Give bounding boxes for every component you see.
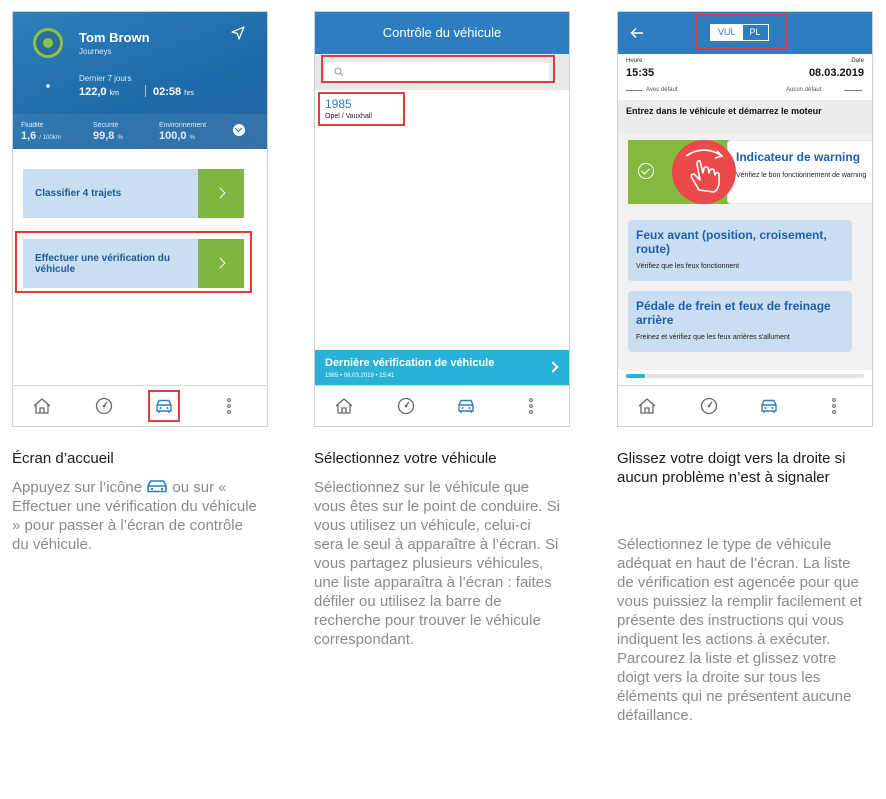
last-check-meta: 1985 • 08.03.2019 • 15:41: [325, 373, 395, 379]
highlight-box: [695, 13, 787, 49]
hint-with-defect: Avec défaut: [646, 87, 678, 93]
gauge-icon[interactable]: [94, 396, 114, 416]
car-icon: [146, 479, 168, 494]
car-icon[interactable]: [456, 396, 476, 416]
highlight-box: [148, 390, 180, 422]
checklist-item[interactable]: [628, 220, 852, 281]
screen-title: Contrôle du véhicule: [315, 12, 569, 54]
navigation-arrow-icon[interactable]: [231, 26, 245, 40]
time-value: 02:58 hrs: [153, 86, 194, 98]
bottom-tab-bar: [315, 385, 569, 426]
segment-vul[interactable]: VUL: [711, 25, 743, 40]
phone-checklist-screen: [617, 11, 873, 427]
caption-title: Glissez votre doigt vers la droite si aucun problème n’est à signaler: [617, 450, 846, 486]
user-subtitle: Journeys: [79, 47, 112, 56]
distance-value: 122,0 km: [79, 86, 119, 98]
chevron-right-icon[interactable]: [198, 169, 244, 218]
more-vertical-icon[interactable]: [521, 396, 541, 416]
car-icon[interactable]: [759, 396, 779, 416]
period-label: Dernier 7 jours: [79, 74, 132, 83]
vehicle-model: Opel / Vauxhall: [325, 113, 372, 120]
last-check-banner[interactable]: [315, 350, 569, 386]
caption-title: Sélectionnez votre véhicule: [314, 450, 497, 467]
checklist-card[interactable]: [727, 140, 872, 204]
expand-chevron-icon[interactable]: [233, 124, 245, 136]
highlight-box: [15, 231, 252, 293]
divider: [145, 85, 146, 97]
caption-body: Sélectionnez sur le véhicule que vous êtes sur le point de conduire. Si vous utilisez un véhicule, celui-ci sera le seul à apparaître à l’écran. Si vous partagez plusieurs véhicules, une liste apparaîtra à l’écran : faites défiler ou utilisez la barre de recherche pour trouver le véhicule correspondant.: [314, 479, 560, 648]
time-value: 15:35: [626, 67, 655, 79]
item-description: Vérifiez le bon fonctionnement de warning: [736, 172, 867, 179]
bottom-tab-bar: [618, 385, 872, 426]
swipe-right-arrow-icon: [844, 90, 862, 91]
chevron-right-icon: [547, 361, 558, 372]
segment-pl[interactable]: PL: [749, 27, 761, 37]
phone-vehicle-control-screen: [314, 11, 570, 427]
date-label: Date: [851, 58, 864, 64]
item-title: Indicateur de warning: [736, 150, 861, 164]
classify-trips-label: Classifier 4 trajets: [35, 188, 122, 199]
bottom-tab-bar: [13, 385, 267, 426]
phone-home-screen: [12, 11, 268, 427]
home-icon[interactable]: [334, 396, 354, 416]
caption-body: Appuyez sur l’icône ou sur « Effectuer une vérification du véhicule » pour passer à l’écran de contrôle du véhicule.: [12, 479, 257, 553]
hint-no-defect: Aucun défaut: [786, 87, 822, 93]
swipe-left-arrow-icon: [626, 90, 642, 91]
back-arrow-icon[interactable]: [630, 26, 644, 40]
more-vertical-icon[interactable]: [219, 396, 239, 416]
stat-fluidity: Fluidité 1,6 / 100km: [21, 122, 61, 142]
last-check-title: Dernière vérification de véhicule: [325, 357, 495, 369]
classify-trips-button[interactable]: [23, 169, 244, 218]
item-title: Feux avant (position, croisement, route): [636, 228, 827, 256]
app-logo-icon: [33, 28, 63, 58]
item-title: Pédale de frein et feux de freinage arrière: [636, 299, 831, 327]
checklist-progress-bar: [626, 374, 864, 378]
checklist: [618, 134, 872, 370]
home-header: [13, 12, 267, 149]
home-icon[interactable]: [637, 396, 657, 416]
gauge-icon[interactable]: [396, 396, 416, 416]
checklist-item[interactable]: [628, 291, 852, 352]
vehicle-check-label: Effectuer une vérification du véhicule: [35, 253, 171, 275]
pager-dot: [46, 84, 50, 88]
highlight-box: [321, 55, 555, 83]
user-name: Tom Brown: [79, 30, 150, 45]
home-icon[interactable]: [32, 396, 52, 416]
gauge-icon[interactable]: [699, 396, 719, 416]
swipe-hand-icon: [672, 140, 736, 204]
checklist-header: [618, 12, 872, 54]
item-description: Freinez et vérifiez que les feux arrières s'allument: [636, 334, 790, 341]
item-description: Vérifiez que les feux fonctionnent: [636, 263, 740, 270]
caption-body: Sélectionnez le type de véhicule adéquat en haut de l’écran. La liste de vérification est agencée pour que vous puissiez la remplir facilement et présente des instructions qui vous indiquent les actions à exécuter. Parcourez la liste et glissez votre doigt vers la droite sur tous les éléments qui ne présentent aucune défaillance.: [617, 536, 863, 724]
vehicle-id: 1985: [325, 97, 352, 111]
date-value: 08.03.2019: [808, 67, 864, 79]
time-label: Heure: [626, 58, 643, 64]
stat-environment: Environnement 100,0 %: [159, 122, 207, 142]
checklist-item-swiped[interactable]: [628, 140, 872, 204]
check-circle-icon: [638, 163, 654, 179]
stat-safety: Sécurité 99,8 %: [93, 122, 123, 142]
instruction-text: Entrez dans le véhicule et démarrez le moteur: [618, 100, 872, 134]
highlight-box: [318, 92, 405, 126]
progress-fill: [626, 374, 645, 378]
caption-title: Écran d’accueil: [12, 450, 114, 467]
more-vertical-icon[interactable]: [824, 396, 844, 416]
score-strip: [13, 114, 267, 149]
